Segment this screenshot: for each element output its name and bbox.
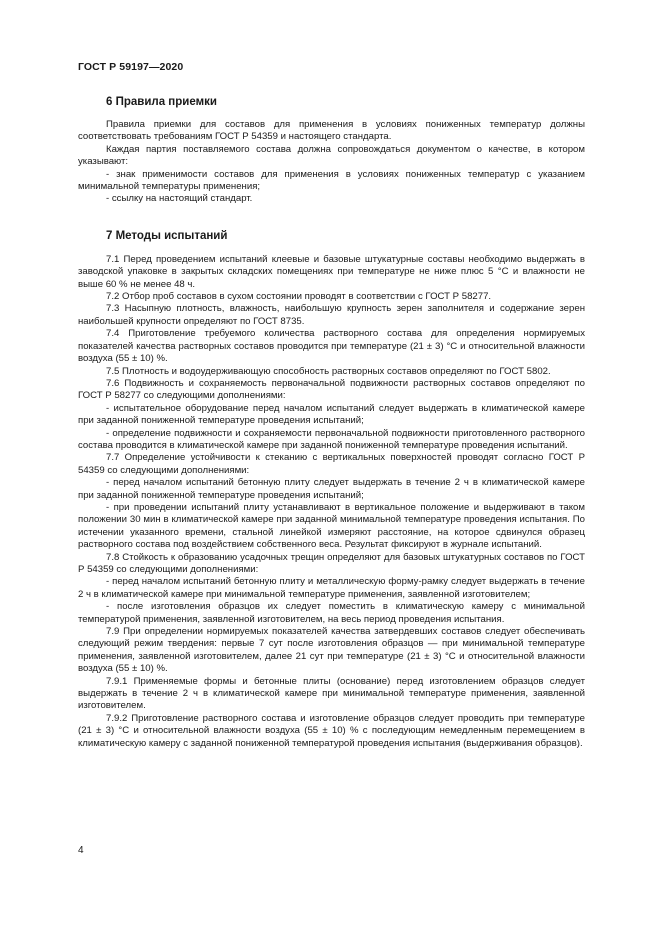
clause-7-9-2: 7.9.2 Приготовление растворного состава и изготовление образцов следует проводить при температуре (21 ± 3) °С и относительной влажности воздуха (55 ± 10) % с последующим немедленным перемещением в климатическую камеру с заданной пониженной температурой проведения испытания (выдерживания образцов). (78, 712, 585, 749)
standard-header: ГОСТ Р 59197—2020 (78, 61, 184, 73)
clause-7-6-list-item: - испытательное оборудование перед началом испытаний следует выдержать в климатической камере при заданной пониженной температуре проведения испытаний; (78, 402, 585, 427)
clause-7-5: 7.5 Плотность и водоудерживающую способность растворных составов определяют по ГОСТ 5802. (106, 365, 551, 377)
clause-7-3: 7.3 Насыпную плотность, влажность, наибольшую крупность зерен заполнителя и содержание зерен наибольшей крупности определяют по ГОСТ 8735. (78, 303, 585, 327)
section-7-title: 7 Методы испытаний (106, 229, 228, 242)
document-body (78, 90, 585, 750)
clause-7-6-list-item: - определение подвижности и сохраняемости первоначальной подвижности приготовленного растворного состава проводится в климатической камере при заданной пониженной температуре проведения испытаний. (78, 427, 585, 451)
clause-7-9-1: 7.9.1 Применяемые формы и бетонные плиты (основание) перед изготовлением образцов следует выдержать в течение 2 ч в климатической камере при минимальной температуре применения, заявленной изготовителем. (78, 675, 585, 712)
clause-7-7: 7.7 Определение устойчивости к стеканию с вертикальных поверхностей проводят согласно ГОСТ Р 54359 со следующими дополнениями: (78, 452, 585, 476)
clause-7-8-list-item: - перед началом испытаний бетонную плиту и металлическую форму-рамку следует выдержать в течение 2 ч в климатической камере при минимальной температуре применения, заявленной изготовителем; (78, 576, 585, 600)
clause-7-6: 7.6 Подвижность и сохраняемость первоначальной подвижности растворных составов определяют по ГОСТ Р 58277 со следующими дополнениями: (78, 377, 585, 402)
clause-7-7-list-item: - при проведении испытаний плиту устанавливают в вертикальное положение и выдерживают в таком положении 30 мин в климатической камере при заданной минимальной температуре проведения испытания. По истечении указанного времени, стальной линейкой измеряют расстояние, на которое сдвинулся образец растворного состава под воздействием собственного веса. Результат фиксируют в журнале испытаний. (78, 501, 585, 551)
section-6-title: 6 Правила приемки (106, 96, 217, 108)
clause-7-8-list-item: - после изготовления образцов их следует поместить в климатическую камеру с минимальной температурой применения, заявленной изготовителем, на весь период проведения испытания. (78, 601, 585, 625)
clause-7-2: 7.2 Отбор проб составов в сухом состоянии проводят в соответствии с ГОСТ Р 58277. (106, 291, 492, 303)
clause-7-9: 7.9 При определении нормируемых показателей качества затвердевших составов следует обеспечивать следующий режим твердения: первые 7 сут после изготовления образцов — при минимальной температуре применения, заявленной изготовителем, далее 21 сут при температуре (21 ± 3) °С и относительной влажности воздуха (55 ± 10) %. (78, 626, 585, 675)
clause-7-7-list-item: - перед началом испытаний бетонную плиту следует выдержать в течение 2 ч в климатической камере при заданной пониженной температуре проведения испытаний; (78, 477, 585, 501)
section-6-paragraph: Каждая партия поставляемого состава должна сопровождаться документом о качестве, в котором указывают: (78, 143, 585, 168)
clause-7-8: 7.8 Стойкость к образованию усадочных трещин определяют для базовых штукатурных составов по ГОСТ Р 54359 со следующими дополнениями: (78, 551, 585, 575)
page-number: 4 (78, 845, 84, 856)
section-6-paragraph: Правила приемки для составов для применения в условиях пониженных температур должны соответствовать требованиям ГОСТ Р 54359 и настоящего стандарта. (78, 119, 585, 143)
clause-7-1: 7.1 Перед проведением испытаний клеевые и базовые штукатурные составы необходимо выдержать в заводской упаковке в закрытых складских помещениях при температуре не ниже плюс 5 °С и влажности не выше 60 % не менее 48 ч. (78, 253, 585, 290)
section-6-list-item: - ссылку на настоящий стандарт. (106, 193, 253, 205)
clause-7-4: 7.4 Приготовление требуемого количества растворного состава для определения нормируемых показателей качества растворных составов проводится при температуре (21 ± 3) °С и относительной влажности воздуха (55 ± 10) %. (78, 328, 585, 365)
section-6-list-item: - знак применимости составов для применения в условиях пониженных температур с указанием минимальной температуры применения; (78, 168, 585, 193)
